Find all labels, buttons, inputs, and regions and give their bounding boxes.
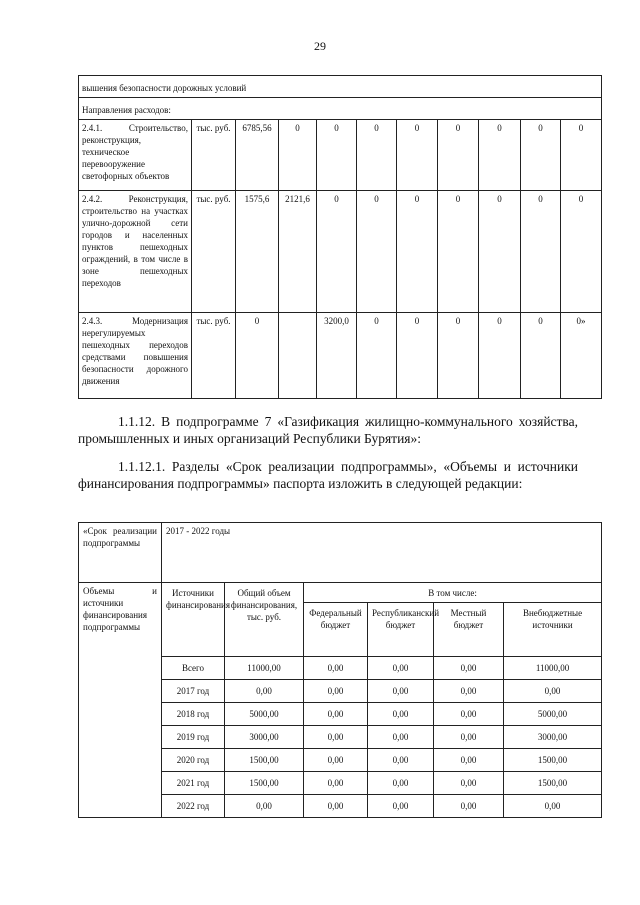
year-cell: Всего (162, 657, 225, 680)
federal-cell: 0,00 (304, 795, 368, 818)
local-cell: 0,00 (434, 703, 504, 726)
expense-unit: тыс. руб. (192, 313, 236, 399)
republic-header: Республиканский бюджет (368, 603, 434, 657)
local-cell: 0,00 (434, 749, 504, 772)
republic-cell: 0,00 (368, 795, 434, 818)
expense-value: 0 (438, 191, 479, 313)
sources-header: Источники финансирования (162, 583, 225, 657)
continuation-text: вышения безопасности дорожных условий (79, 76, 602, 98)
total-cell: 3000,00 (225, 726, 304, 749)
expense-value: 0 (317, 191, 357, 313)
paragraph-1 (78, 413, 578, 447)
year-cell: 2020 год (162, 749, 225, 772)
period-label: «Срок реализации подпрограммы (79, 523, 162, 583)
expense-row (79, 191, 602, 313)
total-cell: 5000,00 (225, 703, 304, 726)
republic-cell: 0,00 (368, 772, 434, 795)
paragraph-1-text: 1.1.12. В подпрограмме 7 «Газификация жилищно-коммунального хозяйства, промышленных и иных организаций Республики Бурятия»: (78, 414, 578, 446)
expense-value: 0 (521, 313, 561, 399)
federal-cell: 0,00 (304, 657, 368, 680)
expense-value: 0 (357, 120, 397, 191)
period-row (79, 523, 602, 583)
extra-cell: 1500,00 (504, 749, 602, 772)
expense-value: 0 (521, 191, 561, 313)
expense-value (279, 313, 317, 399)
republic-cell: 0,00 (368, 657, 434, 680)
paragraph-2 (78, 458, 578, 492)
expense-value: 0 (479, 120, 521, 191)
year-cell: 2017 год (162, 680, 225, 703)
total-header: Общий объем финансирования, тыс. руб. (225, 583, 304, 657)
republic-cell: 0,00 (368, 726, 434, 749)
expense-value: 0 (397, 313, 438, 399)
extra-cell: 11000,00 (504, 657, 602, 680)
year-cell: 2019 год (162, 726, 225, 749)
local-cell: 0,00 (434, 657, 504, 680)
total-cell: 0,00 (225, 795, 304, 818)
local-cell: 0,00 (434, 772, 504, 795)
republic-cell: 0,00 (368, 680, 434, 703)
expense-value: 0 (397, 120, 438, 191)
expense-value: 0 (397, 191, 438, 313)
expense-value: 0 (438, 120, 479, 191)
federal-cell: 0,00 (304, 680, 368, 703)
expense-value: 0 (479, 313, 521, 399)
finance-header-row (79, 583, 602, 603)
expense-value: 0 (357, 313, 397, 399)
expense-value: 0» (561, 313, 602, 399)
extra-cell: 5000,00 (504, 703, 602, 726)
extra-header: Внебюджетные источники (504, 603, 602, 657)
federal-header: Федеральный бюджет (304, 603, 368, 657)
local-cell: 0,00 (434, 795, 504, 818)
continuation-row (79, 76, 602, 98)
local-cell: 0,00 (434, 726, 504, 749)
local-header: Местный бюджет (434, 603, 504, 657)
expense-row (79, 313, 602, 399)
local-cell: 0,00 (434, 680, 504, 703)
expense-unit: тыс. руб. (192, 120, 236, 191)
federal-cell: 0,00 (304, 772, 368, 795)
year-cell: 2022 год (162, 795, 225, 818)
expense-value: 2121,6 (279, 191, 317, 313)
extra-cell: 0,00 (504, 795, 602, 818)
expense-value: 1575,6 (236, 191, 279, 313)
expense-value: 0 (279, 120, 317, 191)
expense-value: 0 (317, 120, 357, 191)
expense-value: 0 (521, 120, 561, 191)
expense-name: 2.4.2. Реконструкция, строительство на участках улично-дорожной сети городов и населенных пунктов пешеходных ограждений, в том числе в зоне пешеходных переходов (79, 191, 192, 313)
expense-value: 0 (561, 191, 602, 313)
finance-label: Объемы и источники финансирования подпрограммы (79, 583, 162, 818)
year-cell: 2018 год (162, 703, 225, 726)
total-cell: 0,00 (225, 680, 304, 703)
federal-cell: 0,00 (304, 749, 368, 772)
total-cell: 11000,00 (225, 657, 304, 680)
expense-row (79, 120, 602, 191)
expense-value: 0 (561, 120, 602, 191)
expense-name: 2.4.3. Модернизация нерегулируемых пешеходных переходов средствами повышения безопасности дорожного движения (79, 313, 192, 399)
expense-name: 2.4.1. Строительство, реконструкция, техническое перевооружение светофорных объектов (79, 120, 192, 191)
expenses-table (78, 75, 602, 399)
republic-cell: 0,00 (368, 749, 434, 772)
federal-cell: 0,00 (304, 726, 368, 749)
passport-table (78, 522, 602, 818)
expense-value: 0 (236, 313, 279, 399)
period-value: 2017 - 2022 годы (162, 523, 602, 583)
paragraph-2-text: 1.1.12.1. Разделы «Срок реализации подпрограммы», «Объемы и источники финансирования подпрограммы» паспорта изложить в следующей редакции: (78, 459, 578, 491)
expense-value: 0 (438, 313, 479, 399)
extra-cell: 0,00 (504, 680, 602, 703)
extra-cell: 3000,00 (504, 726, 602, 749)
section-title: Направления расходов: (79, 98, 602, 120)
expense-value: 6785,56 (236, 120, 279, 191)
total-cell: 1500,00 (225, 749, 304, 772)
expense-value: 3200,0 (317, 313, 357, 399)
expense-unit: тыс. руб. (192, 191, 236, 313)
including-header: В том числе: (304, 583, 602, 603)
year-cell: 2021 год (162, 772, 225, 795)
republic-cell: 0,00 (368, 703, 434, 726)
total-cell: 1500,00 (225, 772, 304, 795)
section-row (79, 98, 602, 120)
page-number: 29 (314, 39, 326, 53)
expense-value: 0 (357, 191, 397, 313)
expense-value: 0 (479, 191, 521, 313)
extra-cell: 1500,00 (504, 772, 602, 795)
federal-cell: 0,00 (304, 703, 368, 726)
